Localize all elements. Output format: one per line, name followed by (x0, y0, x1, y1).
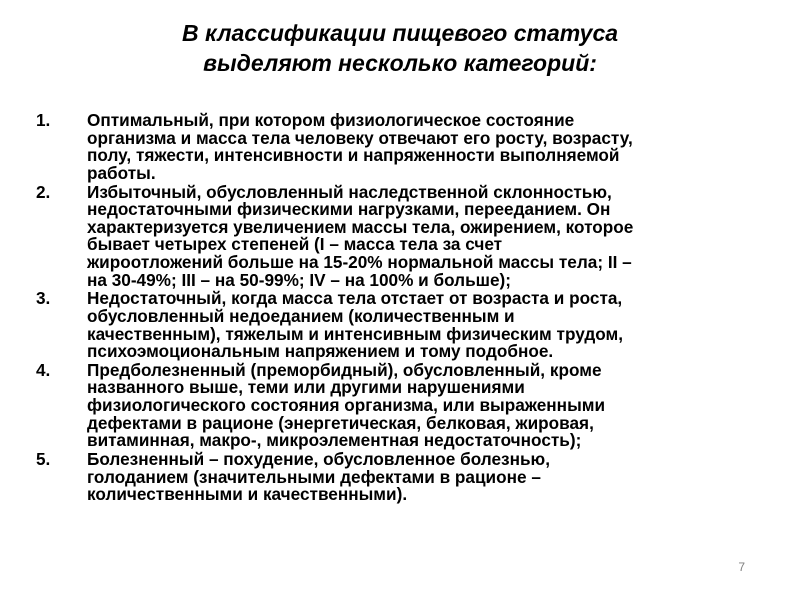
list-item-text-line: жироотложений больше на 15-20% нормальной массы тела; II – (87, 251, 632, 272)
list-item (36, 112, 796, 182)
list-item-text-line: дефектами в рационе (энергетическая, белковая, жировая, (87, 412, 594, 433)
list-item-text-line: Предболезненный (преморбидный), обусловленный, кроме (87, 359, 602, 380)
list-item-text-line: Болезненный – похудение, обусловленное болезнью, (87, 449, 550, 470)
category-list (36, 112, 796, 505)
list-item (36, 290, 796, 360)
list-item-text-line: обусловленный недоеданием (количественным и (87, 305, 515, 326)
list-item-text-line: названного выше, теми или другими нарушениями (87, 377, 525, 398)
list-item-text-line: Недостаточный, когда масса тела отстает от возраста и роста, (87, 288, 623, 309)
list-item-text-line: полу, тяжести, интенсивности и напряженности выполняемой (87, 145, 620, 166)
list-item-number: 3. (36, 288, 51, 309)
list-item-text-line: физиологического состояния организма, или выраженными (87, 395, 606, 416)
list-item-text-line: витаминная, макро-, микроэлементная недостаточность); (87, 430, 582, 451)
list-item-text-line: количественными и качественными). (87, 484, 408, 505)
slide-title (0, 18, 800, 78)
list-item-text-line: психоэмоциональным напряжением и тому подобное. (87, 341, 554, 362)
title-line-2: выделяют несколько категорий: (203, 50, 597, 76)
list-item (36, 451, 796, 504)
list-item-text-line: характеризуется увеличением массы тела, ожирением, которое (87, 216, 634, 237)
list-item-text-line: организма и масса тела человеку отвечают его росту, возрасту, (87, 127, 633, 148)
list-item-text-line: бывает четырех степеней (I – масса тела за счет (87, 234, 503, 255)
list-item-number: 1. (36, 110, 51, 130)
list-item-text-line: Оптимальный, при котором физиологическое состояние (87, 110, 575, 130)
list-item-number: 2. (36, 181, 51, 202)
list-item-text-line: качественным), тяжелым и интенсивным физическим трудом, (87, 323, 624, 344)
list-item-text-line: Избыточный, обусловленный наследственной склонностью, (87, 181, 612, 202)
list-item (36, 181, 796, 290)
page-number: 7 (738, 560, 745, 574)
list-item-text-line: недостаточными физическими нагрузками, перееданием. Он (87, 199, 611, 220)
list-item-number: 4. (36, 359, 51, 380)
list-item (36, 359, 796, 451)
list-item-text-line: работы. (87, 162, 156, 183)
list-item-number: 5. (36, 449, 51, 470)
title-line-1: В классификации пищевого статуса (181, 20, 619, 46)
list-item-text-line: на 30-49%; III – на 50-99%; IV – на 100% и больше); (87, 269, 511, 290)
list-item-text-line: голоданием (значительными дефектами в рационе – (87, 466, 541, 487)
